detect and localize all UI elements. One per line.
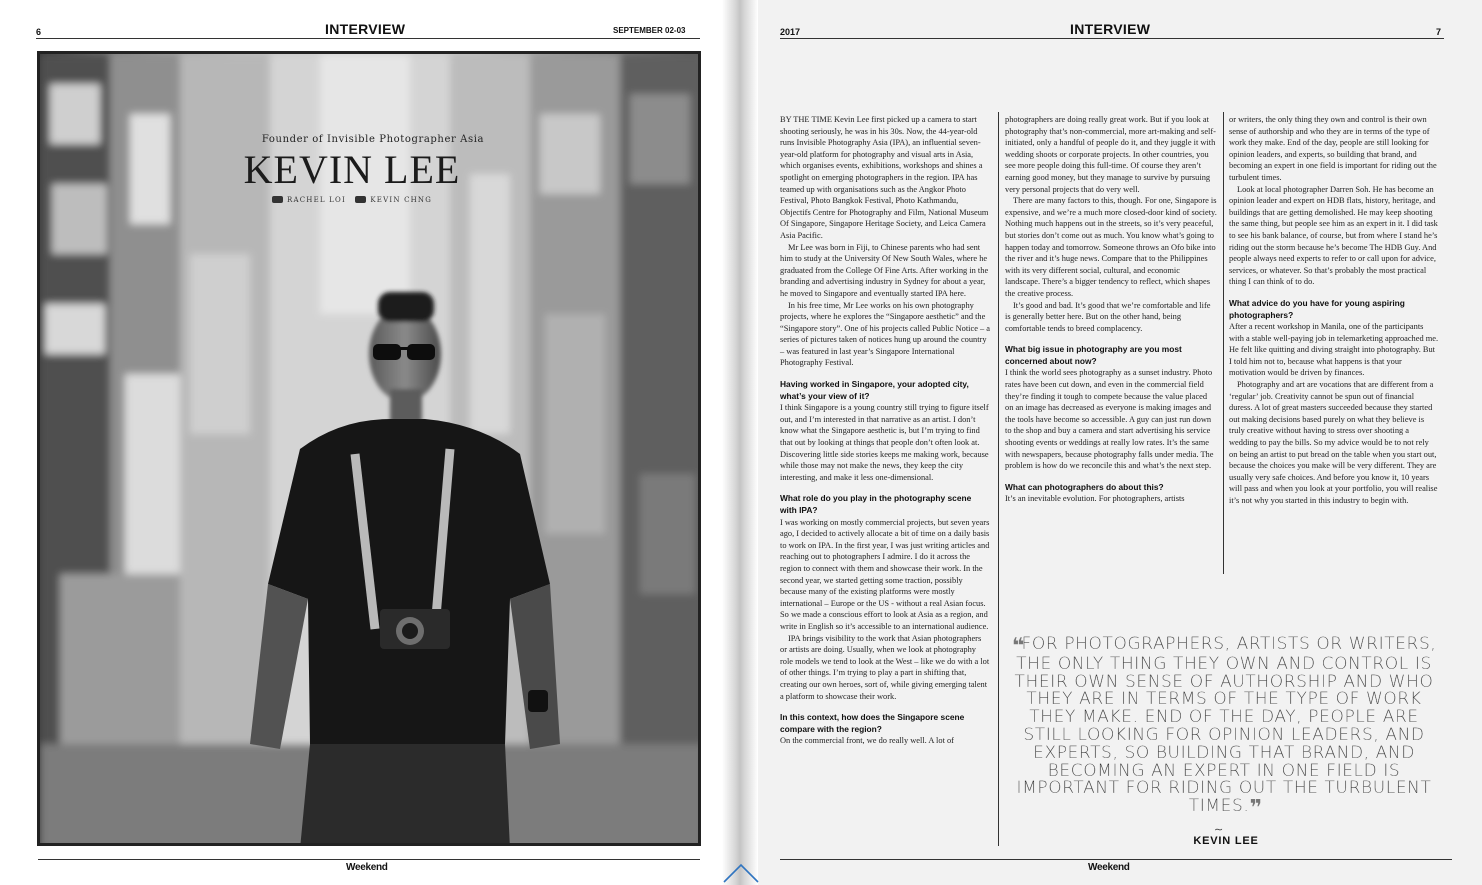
pull-quote-text: FOR PHOTOGRAPHERS, ARTISTS OR WRITERS, THE ONLY THING THEY OWN AND CONTROL IS THEIR OWN SENSE OF AUTHORSHIP AND WHO THEY ARE IN TERMS OF THE TYPE OF WORK THEY MAKE. END OF THE DAY, PEOPLE ARE STILL LOOKING FOR OPINION LEADERS, AND EXPERTS, SO BUILDING THAT BRAND, AND BECOMING AN EXPERT IN ONE FIELD IS IMPORTANT FOR RIDING OUT THE TURBULENT TIMES.: [1014, 634, 1437, 817]
pull-quote-attribution: KEVIN LEE: [1193, 835, 1259, 847]
body-paragraph: There are many factors to this, though. For one, Singapore is expensive, and we’re a much more closed-door kind of society. Nothing much happens out in the streets, so it’s very peaceful, but stories don’t come out as much. You know what’s going to happen today and tomorrow. Someone throws an Ofo bike into the river and it’s huge news. Compare that to the Philippines with its very different social, cultural, and economic landscape. There’s a bigger tendency to reflect, which shapes the creative process.: [1005, 196, 1217, 298]
pull-quote: [1004, 634, 1444, 822]
interview-question: What role do you play in the photography scene with IPA?: [780, 493, 972, 515]
subject-name: KEVIN LEE: [243, 147, 461, 192]
interview-question: What can photographers do about this?: [1005, 481, 1164, 492]
body-paragraph: In his free time, Mr Lee works on his own photography projects, where he explores the “Singapore aesthetic” and the “Singapore story”. One of his projects called Public Notice – a series of pictures taken of notices hung up around the country – was featured in last year’s Singapore International Photography Festival.: [780, 300, 991, 368]
issue-date: SEPTEMBER 02-03: [613, 26, 686, 35]
writer-name: RACHEL LOI: [287, 196, 346, 204]
photographer-name: KEVIN CHNG: [370, 196, 433, 204]
interview-question: Having worked in Singapore, your adopted city, what’s your view of it?: [780, 379, 969, 401]
section-title: INTERVIEW: [1070, 21, 1151, 37]
interview-question: In this context, how does the Singapore scene compare with the region?: [780, 712, 965, 734]
article-column-3: [1229, 114, 1439, 507]
footer-rule: [780, 859, 1452, 860]
interview-answer: I was working on mostly commercial projects, but seven years ago, I decided to actively allocate a bit of time on a daily basis to work on IPA. In the first year, I was just writing articles and reaching out to photographers I admire. I do it across the region to connect with them and showcase their work. In the second year, we started getting some traction, possibly because many of the existing platforms were mostly international – Europe or the US - without a real Asian focus. So we made a conscious effort to look at Asia as a region, and write in English so it’s accessible to an international audience.: [780, 517, 990, 631]
header-rule: [780, 38, 1444, 39]
page-year: 2017: [780, 27, 801, 37]
column-divider: [1223, 112, 1224, 574]
article-column-1: [780, 114, 990, 747]
body-paragraph: It’s good and bad. It’s good that we’re comfortable and life is generally better here. But on the other hand, being comfortable tends to breed complacency.: [1005, 300, 1211, 333]
interview-question: What big issue in photography are you most concerned about now?: [1005, 344, 1182, 366]
close-quote-icon: ❞: [1249, 796, 1260, 822]
body-paragraph: photographers are doing really great work. But if you look at photography that’s non-commercial, more art-making and self-initiated, only a handful of people do it, and they juggle it with wedding shoots or corporate projects. In other countries, you see more people doing this full-time. Of course they aren’t earning good money, but they manage to survive by pursuing very personal projects that do very well.: [1005, 115, 1216, 194]
body-paragraph: BY THE TIME Kevin Lee first picked up a camera to start shooting seriously, he was in his 30s. Now, the 44-year-old runs Invisible Photography Asia (IPA), an influential seven-year-old platform for photography and visual arts in Asia, which organises events, exhibitions, workshops and shines a spotlight on emerging photographers in the region. IPA has teamed up with organisations such as the Angkor Photo Festival, Photo Bangkok Festival, Photo Kathmandu, Objectifs Centre for Photography and Film, National Museum Of Singapore, Singapore Heritage Society, and Leica Camera Asia Pacific.: [780, 115, 989, 240]
section-title: INTERVIEW: [325, 21, 406, 37]
interview-answer: On the commercial front, we do really well. A lot of: [780, 736, 954, 746]
page-number: 6: [36, 27, 42, 37]
page-number: 7: [1436, 27, 1442, 37]
interview-answer: It’s an inevitable evolution. For photographers, artists: [1005, 494, 1185, 504]
footer-masthead: Weekend: [1088, 862, 1130, 873]
footer-masthead: Weekend: [346, 862, 388, 873]
interview-answer: IPA brings visibility to the work that Asian photographers or artists are doing. Usually, when we look at photography role models we tend to look at the West – like we do with a lot of other things. I’m trying to play a part in shifting that, creating our own heroes, sort of, while giving emerging talent a platform to showcase their work.: [780, 633, 990, 701]
body-paragraph: Look at local photographer Darren Soh. He has become an opinion leader and expert on HDB flats, history, heritage, and buildings that are getting demolished. He may keep shooting the same thing, but people see him as an expert in it. I did task to see his bank balance, of course, but from where I stand he’s riding out the storm because he’s become The HDB Guy. And people always need experts to refer to or call upon for advice, services, or whatever. So that’s probably the most practical thing I can think of to do.: [1229, 184, 1438, 287]
ornament-divider: ∼: [1214, 823, 1224, 836]
interview-answer: Photography and art are vocations that are different from a ‘regular’ job. Creativity cannot be spun out of financial duress. A lot of great masters succeeded because they started out making decisions based purely on what they believe is truly creative without having to stress over shooting a wedding to pay the bills. So my advice would be to not rely on being an artist to put bread on the table when you start out, because the choices you make will be very different. They are usually very safe choices. And before you know it, 10 years will pass and when you look at your portfolio, you will realise it’s not why you started in this industry to begin with.: [1229, 380, 1438, 505]
open-quote-icon: ❝: [1011, 634, 1022, 659]
subject-kicker: Founder of Invisible Photographer Asia: [261, 134, 485, 145]
chevron-up-icon[interactable]: [722, 860, 760, 885]
column-divider: [998, 112, 999, 846]
body-paragraph: or writers, the only thing they own and control is their own sense of authorship and who they are in terms of the type of work they make. End of the day, people are still looking for opinion leaders, and experts, so building that brand, and becoming an expert in one field is important for riding out the turbulent times.: [1229, 115, 1437, 182]
interview-question: What advice do you have for young aspiring photographers?: [1229, 297, 1405, 320]
body-paragraph: Mr Lee was born in Fiji, to Chinese parents who had sent him to study at the University Of New South Wales, where he graduated from the College Of Fine Arts. After working in the branding and advertising industry in Sydney for about a year, he moved to Singapore and eventually started IPA here.: [780, 242, 989, 298]
article-column-2: [1005, 114, 1217, 505]
interview-answer: I think the world sees photography as a sunset industry. Photo rates have been cut down, and even in the commercial field they’re finding it tough to compete because the value placed on an image has decreased as everyone is making images and the tools have become so accessible. A guy can just run down to the shop and buy a camera and start advertising his service shooting events or weddings at really low rates. It’s the same with newspapers, because photography falls under media. The problem is how do we reconcile this and what’s the next step.: [1005, 368, 1214, 471]
interview-answer: After a recent workshop in Manila, one of the participants with a stable well-paying job in telemarketing approached me. He felt like quitting and diving straight into photography. But I told him not to, because what happens is that your motivation would be driven by finances.: [1229, 322, 1439, 378]
interview-answer: I think Singapore is a young country still trying to figure itself out, and I’m interested in that narrative as an artist. I don’t know what the Singapore aesthetic is, but I’m trying to find that out by looking at things that people don’t often look at. Discovering little side stories keeps me making work, because while those may not make the news, they keep the city interesting, and make it less one-dimensional.: [780, 403, 989, 482]
